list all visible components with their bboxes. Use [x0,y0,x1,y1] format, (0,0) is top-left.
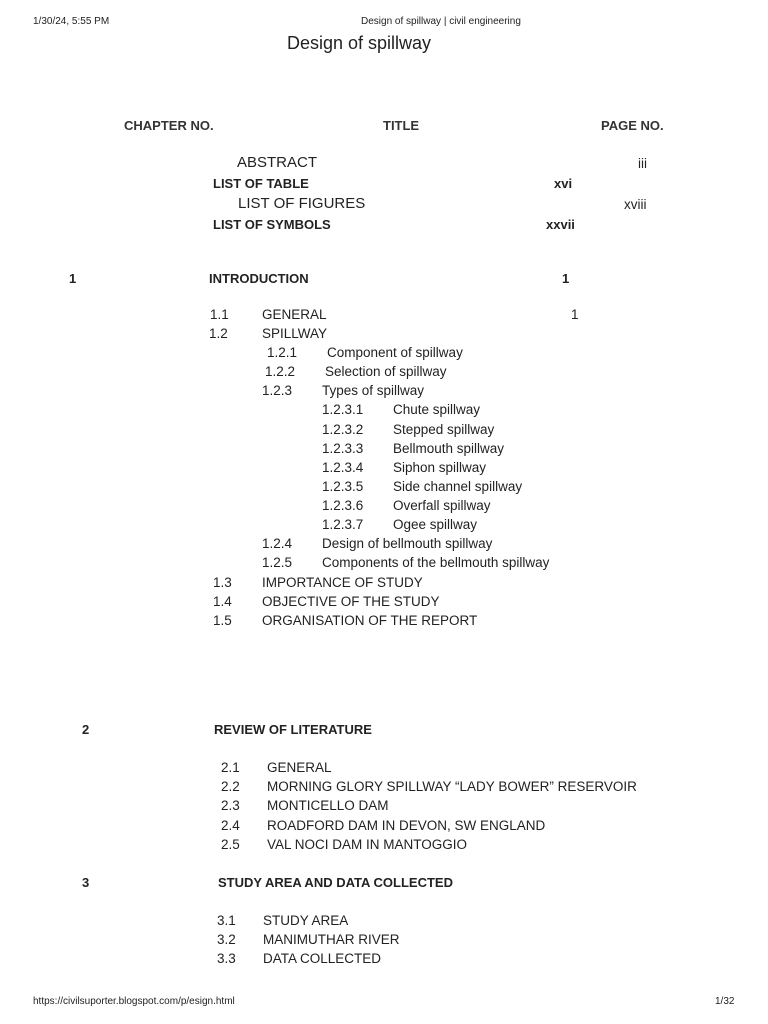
section-number: 1.2.1 [267,345,298,360]
front-matter-label: LIST OF FIGURES [238,195,366,212]
print-url-link[interactable]: https://civilsuporter.blogspot.com/p/esign.html [33,996,235,1007]
document-title: Design of spillway [287,33,432,53]
chapter-title: INTRODUCTION [209,271,309,286]
section-number: 2.3 [221,798,240,813]
section-number: 3.1 [217,913,236,928]
print-datetime: 1/30/24, 5:55 PM [33,16,110,27]
section-number: 1.2.3.1 [322,402,364,417]
front-matter-label: ABSTRACT [237,154,318,171]
section-title: Siphon spillway [393,460,487,475]
section-number: 1.2.5 [262,555,293,570]
section-title: Component of spillway [327,345,463,360]
front-matter-page: iii [638,156,647,171]
column-header-chapter: CHAPTER NO. [124,118,214,133]
section-number: 1.2.3.5 [322,479,364,494]
section-title: SPILLWAY [262,326,328,341]
section-title: VAL NOCI DAM IN MANTOGGIO [267,837,468,852]
section-number: 3.3 [217,951,236,966]
front-matter-page: xxvii [546,217,575,232]
section-title: MONTICELLO DAM [267,798,389,813]
section-number: 1.2 [209,326,228,341]
column-header-page: PAGE NO. [601,118,664,133]
section-title: IMPORTANCE OF STUDY [262,575,423,590]
print-page-title: Design of spillway | civil engineering [361,16,521,27]
chapter-number: 1 [69,271,77,286]
front-matter-label: LIST OF TABLE [213,176,309,191]
section-number: 1.2.3.7 [322,517,364,532]
section-title: MANIMUTHAR RIVER [263,932,400,947]
section-number: 1.2.2 [265,364,296,379]
section-title: Chute spillway [393,402,481,417]
front-matter-label: LIST OF SYMBOLS [213,217,331,232]
section-number: 1.4 [213,594,232,609]
section-title: Design of bellmouth spillway [322,536,493,551]
section-title: ROADFORD DAM IN DEVON, SW ENGLAND [267,818,546,833]
section-title: OBJECTIVE OF THE STUDY [262,594,440,609]
section-number: 2.2 [221,779,240,794]
section-title: Types of spillway [322,383,425,398]
section-number: 1.5 [213,613,232,628]
front-matter-page: xviii [624,197,647,212]
chapter-title: STUDY AREA AND DATA COLLECTED [218,875,453,890]
section-number: 1.2.3.3 [322,441,364,456]
section-title: Selection of spillway [325,364,447,379]
chapter-page: 1 [562,271,570,286]
section-title: Bellmouth spillway [393,441,505,456]
section-number: 2.5 [221,837,240,852]
section-number: 1.2.3.6 [322,498,364,513]
section-title: Stepped spillway [393,422,495,437]
chapter-title: REVIEW OF LITERATURE [214,722,372,737]
section-number: 1.2.3 [262,383,293,398]
section-number: 3.2 [217,932,236,947]
chapter-number: 3 [82,875,90,890]
section-number: 2.1 [221,760,240,775]
section-number: 1.1 [210,307,229,322]
print-page-counter: 1/32 [715,996,735,1007]
section-number: 1.2.4 [262,536,293,551]
section-title: ORGANISATION OF THE REPORT [262,613,478,628]
section-title: Ogee spillway [393,517,478,532]
section-title: GENERAL [267,760,332,775]
section-title: Side channel spillway [393,479,523,494]
section-number: 1.2.3.4 [322,460,364,475]
section-number: 1.3 [213,575,232,590]
section-number: 1.2.3.2 [322,422,364,437]
section-title: GENERAL [262,307,327,322]
front-matter-page: xvi [554,176,573,191]
column-header-title: TITLE [383,118,420,133]
section-page: 1 [571,307,579,322]
section-title: STUDY AREA [263,913,349,928]
section-title: MORNING GLORY SPILLWAY “LADY BOWER” RESERVOIR [267,779,637,794]
chapter-number: 2 [82,722,90,737]
section-title: Components of the bellmouth spillway [322,555,550,570]
section-title: Overfall spillway [393,498,491,513]
section-number: 2.4 [221,818,240,833]
section-title: DATA COLLECTED [263,951,382,966]
